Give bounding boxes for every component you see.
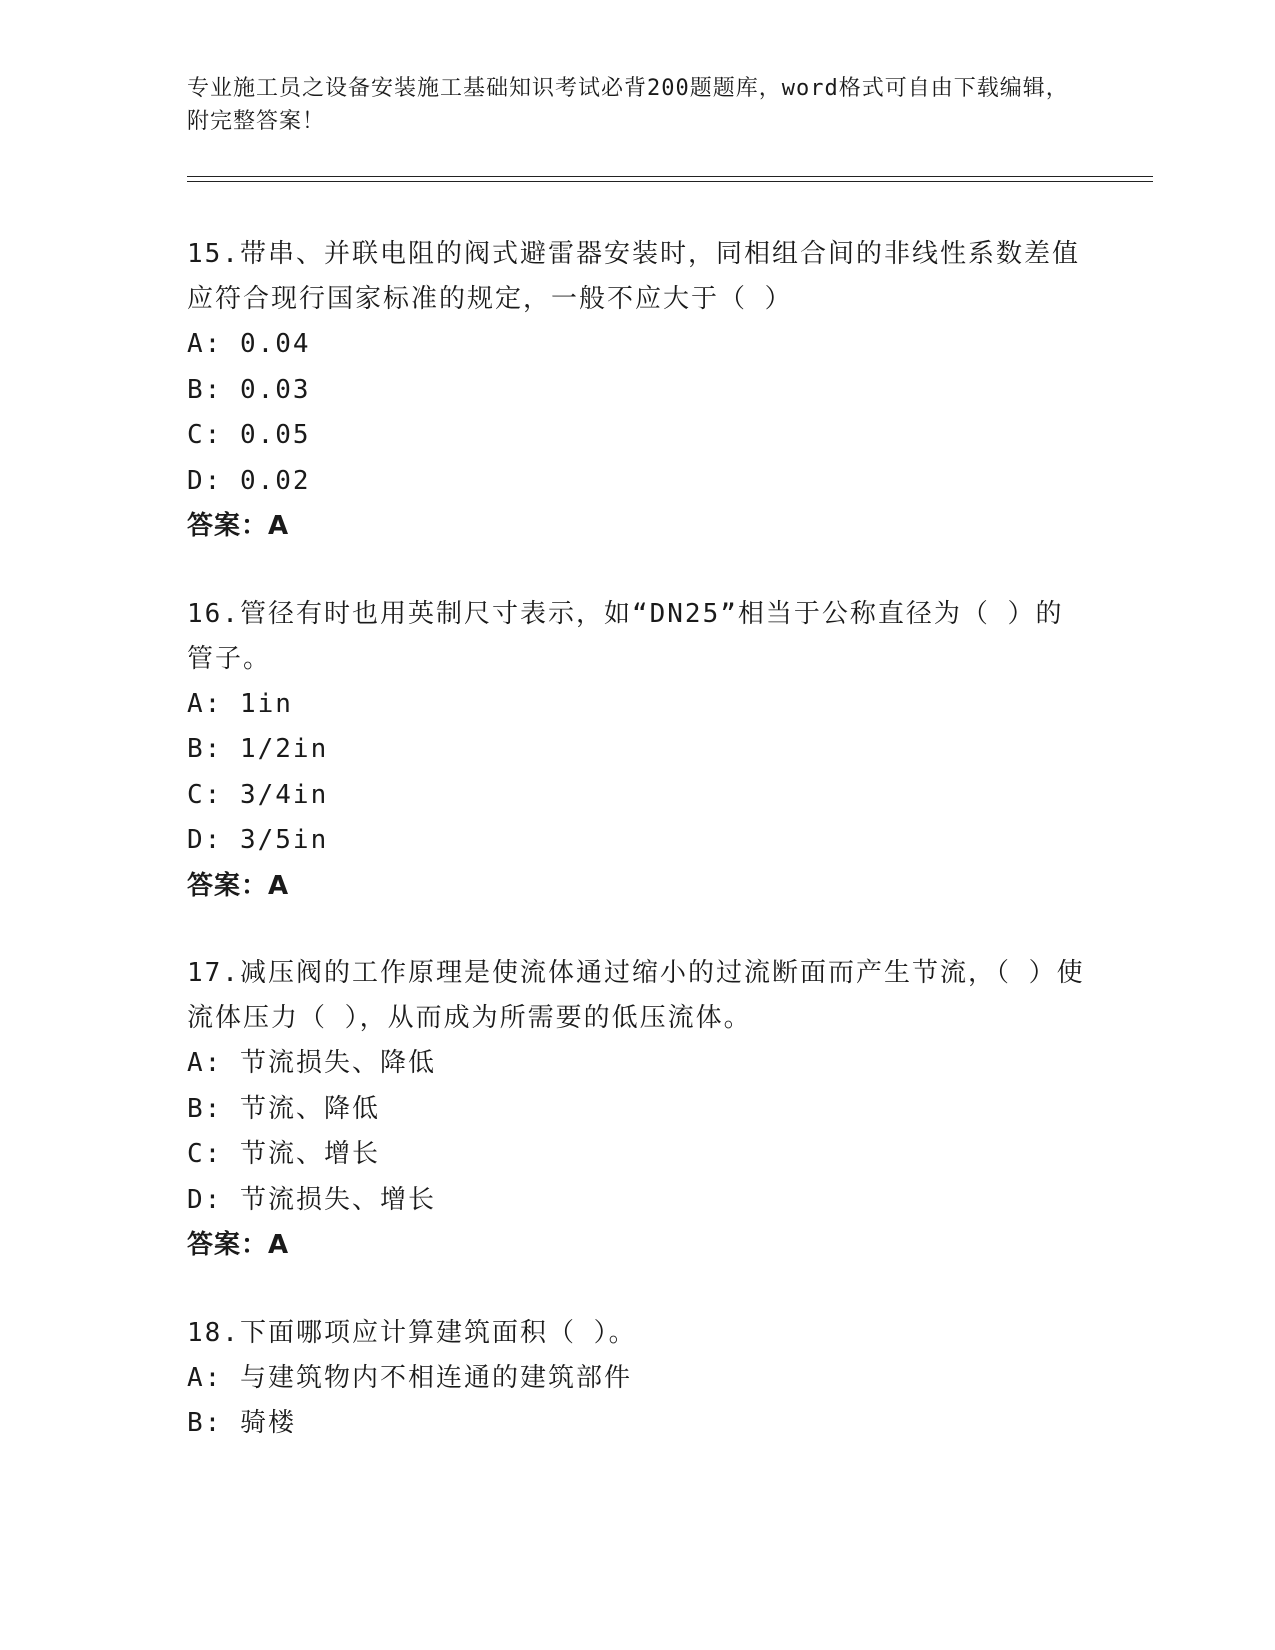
question-text: 15.带串、并联电阻的阀式避雷器安装时，同相组合间的非线性系数差值应符合现行国家标准的规定，一般不应大于（ ）	[187, 239, 1080, 314]
question-17	[187, 951, 1087, 1269]
header-divider-bottom	[187, 181, 1153, 182]
option-a: A: 0.04	[187, 329, 311, 359]
question-15	[187, 232, 1087, 550]
option-d: D: 0.02	[187, 465, 311, 496]
option-a: A: 节流损失、降低	[187, 1048, 436, 1078]
option-a: A: 1in	[187, 688, 293, 719]
question-text: 17.减压阀的工作原理是使流体通过缩小的过流断面而产生节流，（ ）使流体压力（ ），从而成为所需要的低压流体。	[187, 958, 1085, 1033]
question-list	[187, 232, 1087, 1489]
answer-label: 答案：A	[187, 1230, 290, 1260]
question-text: 18.下面哪项应计算建筑面积（ ）。	[187, 1317, 637, 1348]
option-b: B: 骑楼	[187, 1408, 296, 1438]
option-d: D: 3/5in	[187, 825, 329, 855]
option-c: C: 3/4in	[187, 779, 329, 810]
option-a: A: 与建筑物内不相连通的建筑部件	[187, 1362, 632, 1393]
question-16	[187, 592, 1087, 910]
document-title: 专业施工员之设备安装施工基础知识考试必背200题题库，word格式可自由下载编辑，附完整答案！	[187, 76, 1069, 134]
answer-label: 答案：A	[187, 870, 290, 901]
question-18	[187, 1311, 1087, 1447]
answer-label: 答案：A	[187, 511, 290, 541]
option-c: C: 0.05	[187, 420, 311, 450]
option-b: B: 0.03	[187, 374, 311, 405]
header-divider-top	[187, 176, 1153, 177]
option-b: B: 节流、降低	[187, 1093, 380, 1124]
option-c: C: 节流、增长	[187, 1139, 380, 1169]
option-b: B: 1/2in	[187, 734, 329, 764]
option-d: D: 节流损失、增长	[187, 1184, 436, 1215]
question-text: 16.管径有时也用英制尺寸表示，如“DN25”相当于公称直径为（ ）的管子。	[187, 598, 1064, 674]
